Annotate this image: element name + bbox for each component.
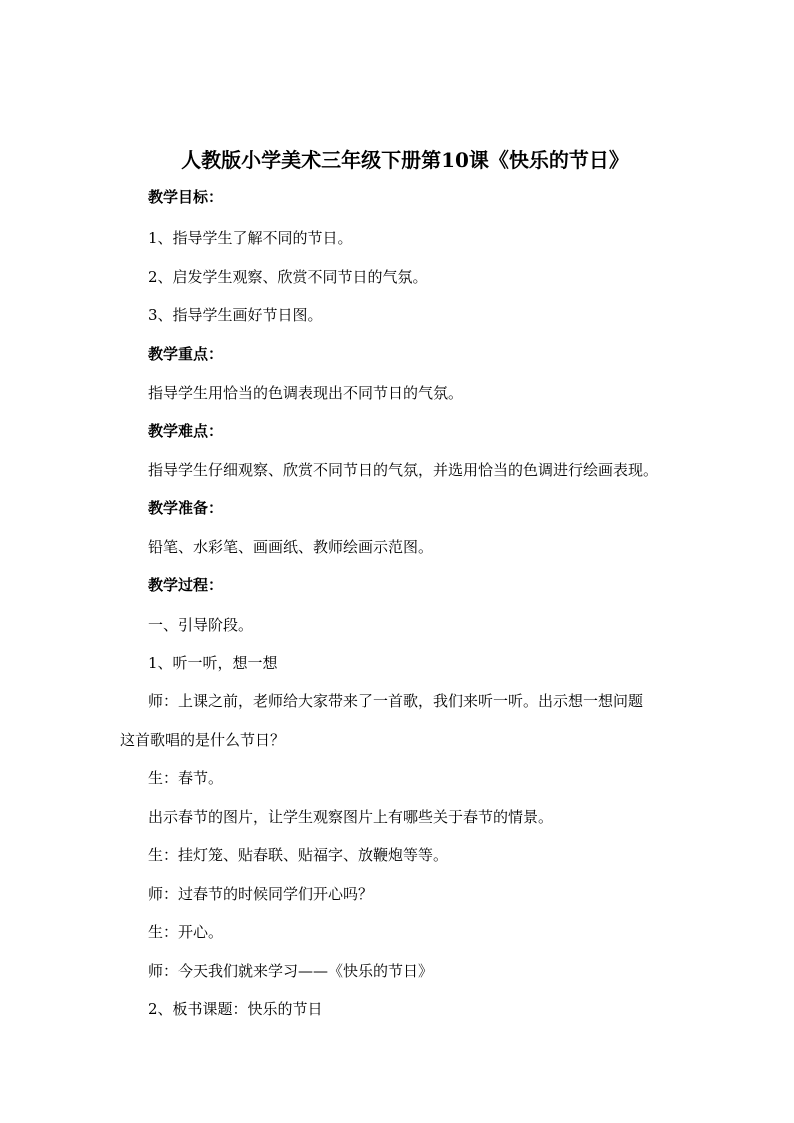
goal-item-1: 1、指导学生了解不同的节日。 bbox=[148, 229, 353, 247]
heading-difficulties: 教学难点： bbox=[148, 422, 224, 440]
difficulty-text: 指导学生仔细观察、欣赏不同节日的气氛，并选用恰当的色调进行绘画表现。 bbox=[148, 461, 659, 479]
process-stage-1: 一、引导阶段。 bbox=[148, 616, 254, 634]
heading-process: 教学过程： bbox=[148, 576, 224, 594]
process-step-1: 1、听一听，想一想 bbox=[148, 654, 278, 672]
heading-key-points: 教学重点： bbox=[148, 345, 224, 363]
heading-teaching-goals: 教学目标： bbox=[148, 188, 224, 206]
goal-item-3: 3、指导学生画好节日图。 bbox=[148, 306, 323, 324]
process-step-2: 2、板书课题：快乐的节日 bbox=[148, 1000, 323, 1018]
document-title: 人教版小学美术三年级下册第10课《快乐的节日》 bbox=[181, 148, 629, 172]
preparation-text: 铅笔、水彩笔、画画纸、教师绘画示范图。 bbox=[148, 538, 434, 556]
dialogue-line: 生：挂灯笼、贴春联、贴福字、放鞭炮等等。 bbox=[148, 846, 449, 864]
key-point-text: 指导学生用恰当的色调表现出不同节日的气氛。 bbox=[148, 384, 464, 402]
dialogue-line: 生：开心。 bbox=[148, 923, 224, 941]
dialogue-line: 生：春节。 bbox=[148, 769, 224, 787]
dialogue-line: 师：上课之前，老师给大家带来了一首歌，我们来听一听。出示想一想问题 bbox=[148, 692, 644, 710]
dialogue-line: 师：今天我们就来学习——《快乐的节日》 bbox=[148, 962, 434, 980]
heading-preparation: 教学准备： bbox=[148, 499, 224, 517]
instruction-line: 出示春节的图片，让学生观察图片上有哪些关于春节的情景。 bbox=[148, 808, 554, 826]
dialogue-line-continued: 这首歌唱的是什么节日？ bbox=[120, 731, 286, 749]
goal-item-2: 2、启发学生观察、欣赏不同节日的气氛。 bbox=[148, 268, 428, 286]
dialogue-line: 师：过春节的时候同学们开心吗？ bbox=[148, 885, 374, 903]
